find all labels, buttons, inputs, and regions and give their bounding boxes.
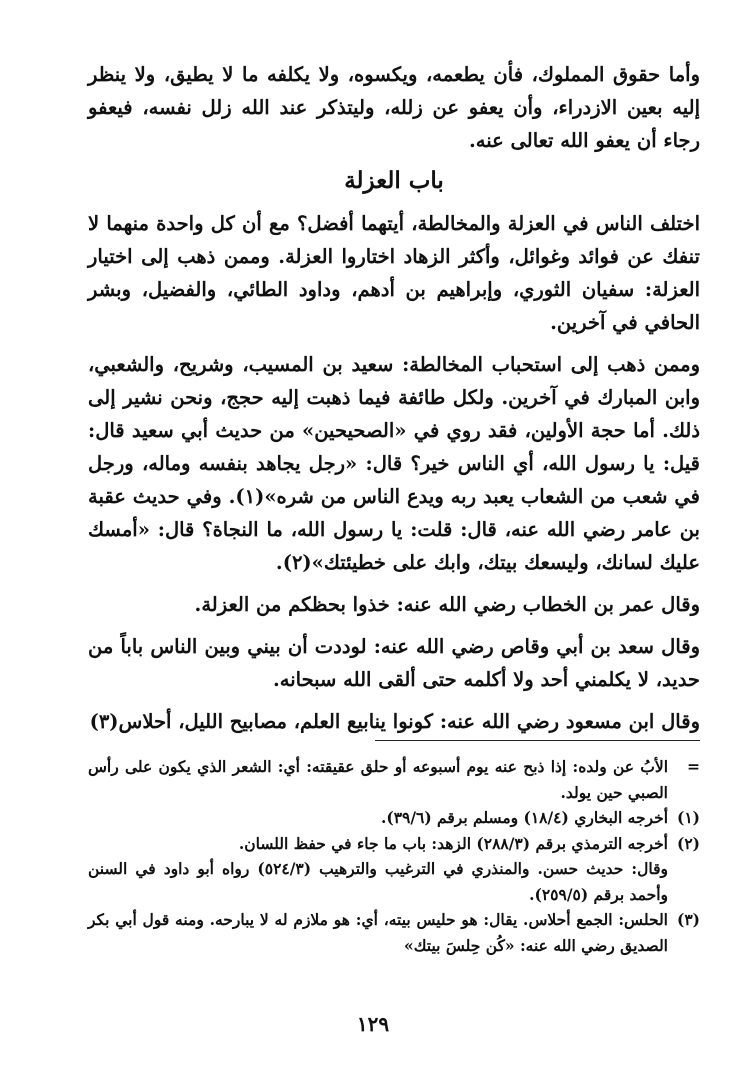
footnote-mark: (٣) (676, 910, 700, 929)
paragraph-saad-quote: وقال سعد بن أبي وقاص رضي الله عنه: لوددت أن بيني وبين الناس باباً من حديد، لا يكلمني أحد ولا أكلمه حتى ألقى الله سبحانه. (88, 635, 700, 691)
footnotes (88, 754, 700, 958)
chapter-title: باب العزلة (344, 167, 444, 194)
paragraph-ibn-masud-quote: وقال ابن مسعود رضي الله عنه: كونوا ينابيع العلم، مصابيح الليل، أحلاس(٣) (89, 710, 700, 733)
main-text (88, 58, 700, 738)
paragraph-slave-rights: وأما حقوق المملوك، فأن يطعمه، ويكسوه، ولا يكلفه ما لا يطيق، ولا ينظر إليه بعين الازدراء، وأن يعفو عن زلله، وليتذكر عند الله زلل نفسه، فيعفو رجاء أن يعفو الله تعالى عنه. (88, 63, 700, 152)
footnote-text: أخرجه الترمذي برقم (٢٨٨/٣) الزهد: باب ما جاء في حفظ اللسان. (238, 833, 668, 853)
footnote-2-detail: وقال: حديث حسن. والمنذري في الترغيب والترهيب (٥٢٤/٣) رواه أبو داود في السنن وأحمد برقم (٢٥٩/٥). (88, 859, 668, 904)
page-number: ١٢٩ (356, 1012, 390, 1036)
footnote-mark: = (687, 757, 700, 776)
footnote-mark: (٢) (676, 833, 700, 853)
footnote-text: الأبُ عن ولده: إذا ذبح عنه يوم أسبوعه أو حلق عقيقته: أي: الشعر الذي يكون على رأس الصبي حين يولد. (88, 757, 668, 802)
footnote-text: الحلس: الجمع أحلاس. يقال: هو حليس بيته، أي: هو ملازم له لا يبارحه. ومنه قول أبي بكر الصديق رضي الله عنه: «كُن حِلسَ بيتك» (88, 910, 668, 955)
footnote-1 (88, 805, 700, 831)
paragraph-umar-quote: وقال عمر بن الخطاب رضي الله عنه: خذوا بحظكم من العزلة. (194, 593, 700, 616)
footnote-2 (88, 831, 700, 857)
footnote-separator (375, 740, 700, 741)
paragraph-disagreement: اختلف الناس في العزلة والمخالطة، أيتهما أفضل؟ مع أن كل واحدة منهما لا تنفك عن فوائد وغوائل، وأكثر الزهاد اختاروا العزلة. وممن ذهب إلى اختيار العزلة: سفيان الثوري، وإبراهيم بن أدهم، وداود الطائي، والفضيل، وبشر الحافي في آخرين. (88, 212, 700, 334)
footnote-text: أخرجه البخاري (١٨/٤) ومسلم برقم (٣٩/٦). (380, 808, 668, 827)
footnote-3 (88, 907, 700, 958)
footnote-mark: (١) (676, 808, 700, 827)
paragraph-mixing-proponents: وممن ذهب إلى استحباب المخالطة: سعيد بن المسيب، وشريح، والشعبي، وابن المبارك في آخرين. ولكل طائفة فيما ذهبت إليه حجج، ونحن نشير إلى ذلك. أما حجة الأولين، فقد روي في «الصحيحين» من حديث أبي سعيد قال: قيل: يا رسول الله، أي الناس خير؟ قال: «رجل يجاهد بنفسه وماله، ورجل في شعب من الشعاب يعبد ربه ويدع الناس من شره»(١). وفي حديث عقبة بن عامر رضي الله عنه، قال: قلت: يا رسول الله، ما النجاة؟ قال: «أمسك عليك لسانك، وليسعك بيتك، وابك على خطيئتك»(٢). (88, 353, 701, 574)
footnote-continuation (88, 754, 700, 805)
